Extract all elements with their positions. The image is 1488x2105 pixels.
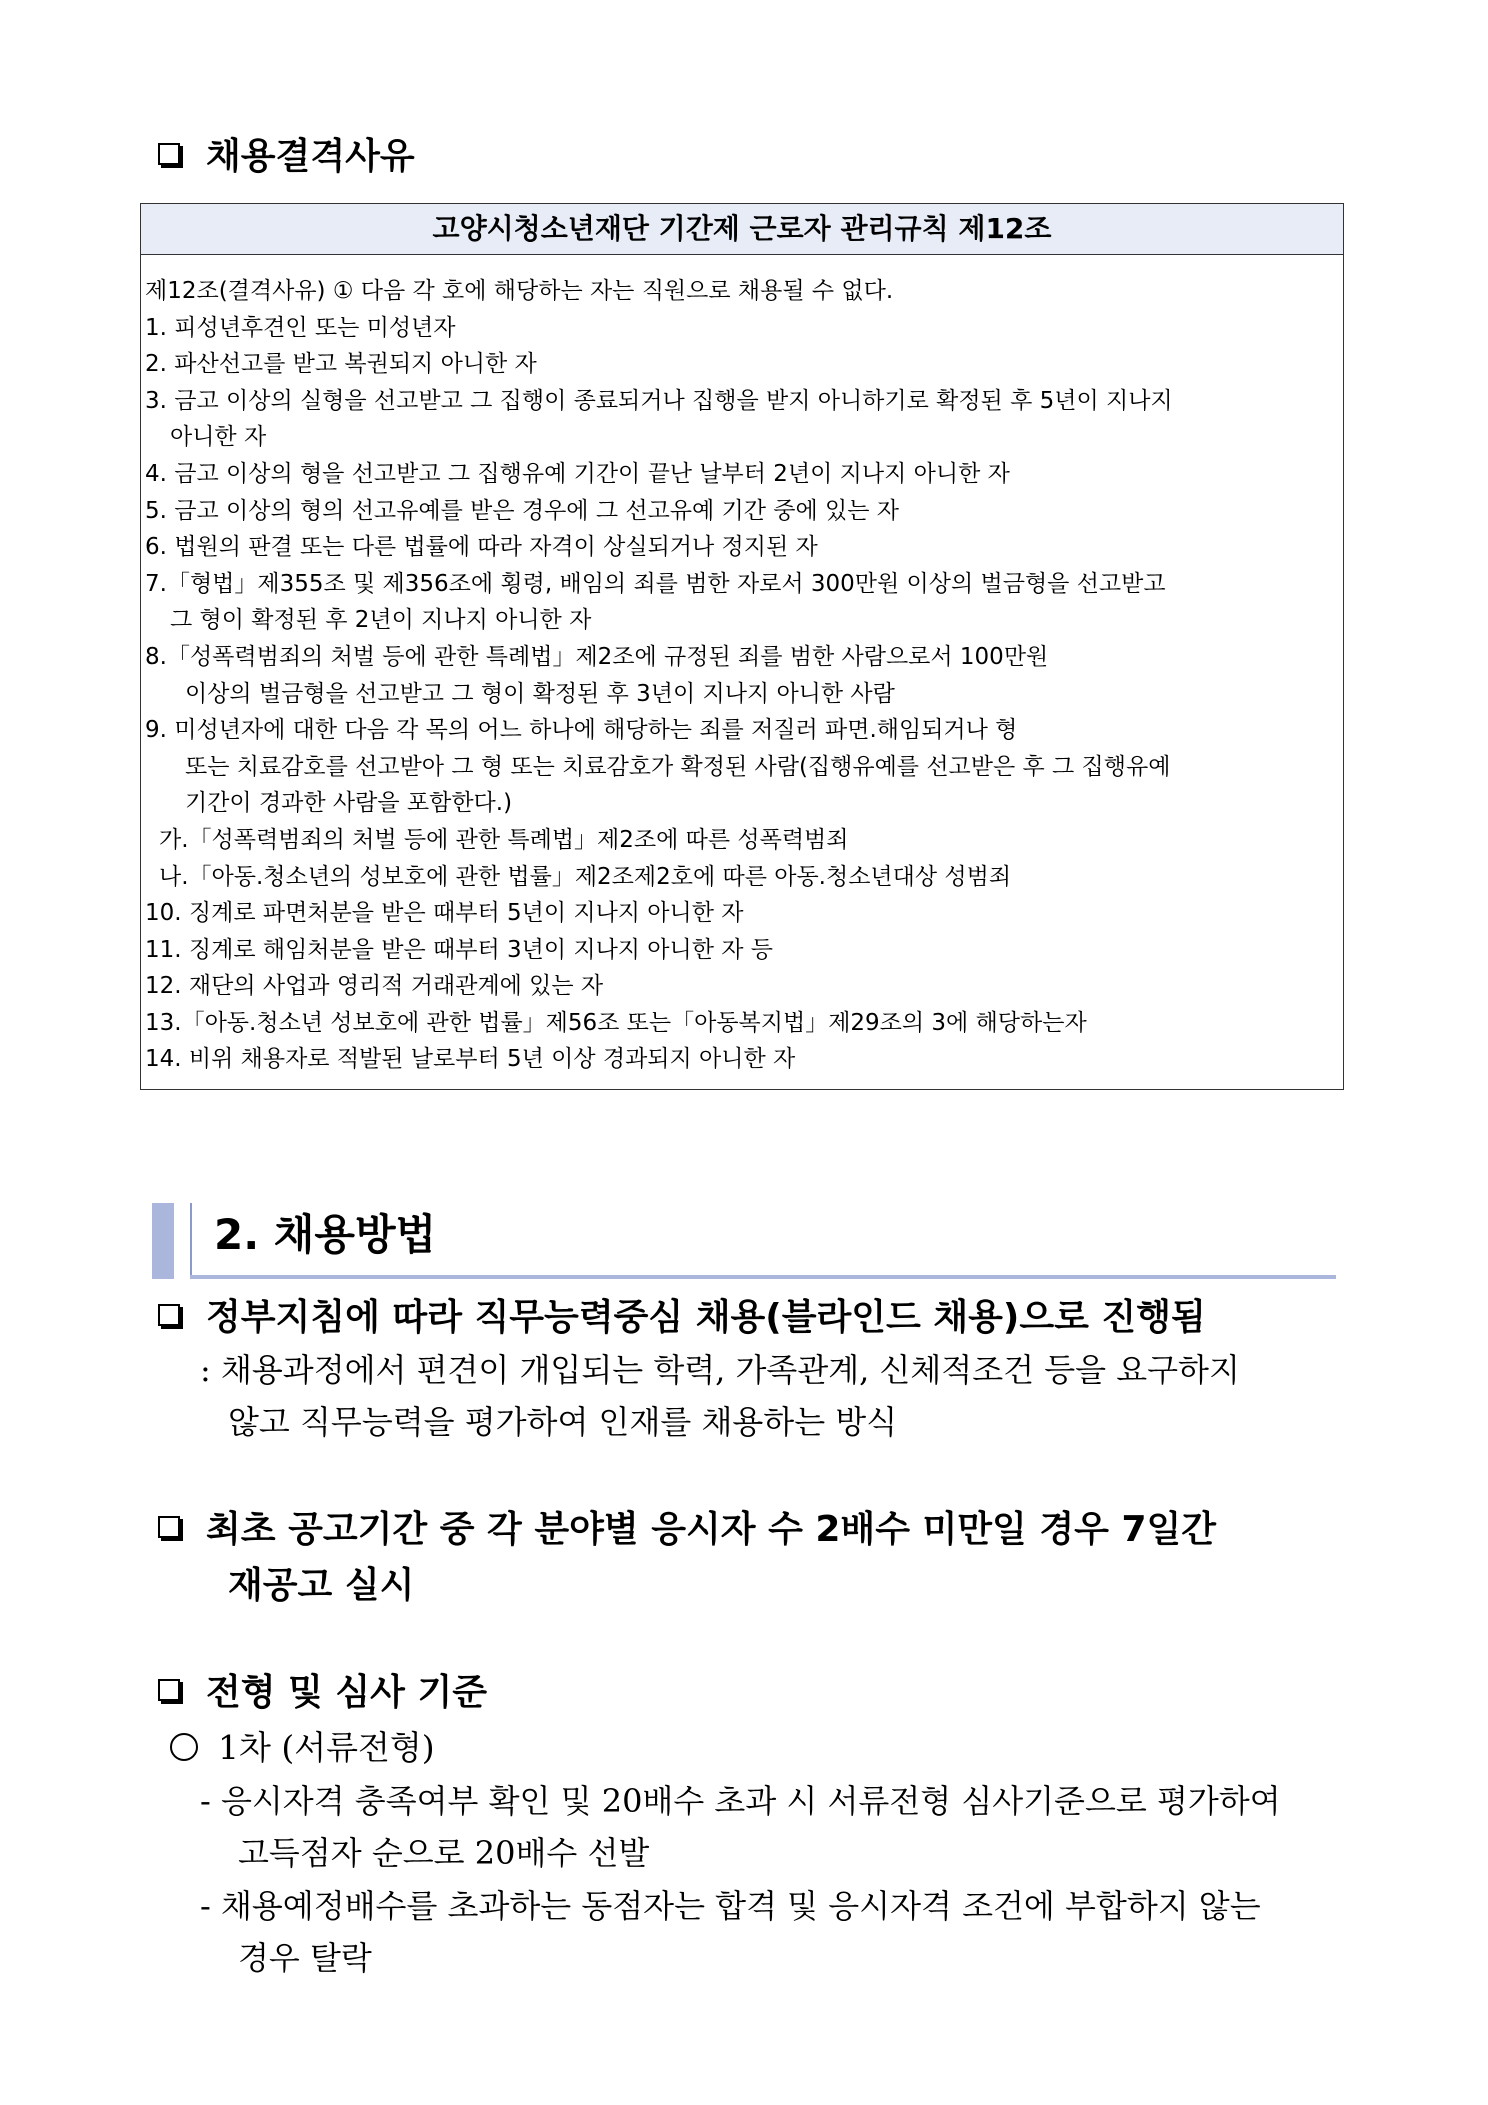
regulation-line: 나.「아동.청소년의 성보호에 관한 법률」제2조제2호에 따른 아동.청소년대상 성범죄 — [159, 863, 1012, 890]
regulation-line: 10. 징계로 파면처분을 받은 때부터 5년이 지나지 아니한 자 — [145, 900, 744, 927]
regulation-line: 가.「성폭력범죄의 처벌 등에 관한 특례법」제2조에 따른 성폭력범죄 — [159, 826, 849, 853]
regulation-line: 또는 치료감호를 선고받아 그 형 또는 치료감호가 확정된 사람(집행유예를 선고받은 후 그 집행유예 — [185, 753, 1171, 780]
repost-heading-text: 최초 공고기간 중 각 분야별 응시자 수 2배수 미만일 경우 7일간 — [206, 1509, 1217, 1550]
regulation-line: 기간이 경과한 사람을 포함한다.) — [185, 790, 513, 817]
disqualification-heading-text: 채용결격사유 — [206, 136, 415, 177]
regulation-box-body — [141, 255, 1343, 1078]
criteria-heading-text: 전형 및 심사 기준 — [206, 1672, 488, 1713]
regulation-line: 7.「형법」제355조 및 제356조에 횡령, 배임의 죄를 범한 자로서 300만원 이상의 벌금형을 선고받고 — [145, 570, 1166, 597]
regulation-box-title: 고양시청소년재단 기간제 근로자 관리규칙 제12조 — [141, 204, 1343, 255]
regulation-line: 14. 비위 채용자로 적발된 날로부터 5년 이상 경과되지 아니한 자 — [145, 1046, 796, 1073]
blind-hiring-heading — [158, 1290, 1206, 1346]
blind-hiring-desc-2: 않고 직무능력을 평가하여 인재를 채용하는 방식 — [228, 1403, 898, 1441]
section-accent-bar — [152, 1203, 174, 1279]
regulation-line: 이상의 벌금형을 선고받고 그 형이 확정된 후 3년이 지나지 아니한 사람 — [185, 680, 895, 707]
square-bullet-icon — [158, 143, 180, 165]
square-bullet-icon — [158, 1679, 180, 1701]
circle-bullet-icon — [170, 1733, 198, 1761]
criteria-heading — [158, 1665, 487, 1721]
stage-1-bullet-1: - 응시자격 충족여부 확인 및 20배수 초과 시 서류전형 심사기준으로 평가하여 — [200, 1782, 1281, 1820]
regulation-line: 4. 금고 이상의 형을 선고받고 그 집행유예 기간이 끝난 날부터 2년이 지나지 아니한 자 — [145, 460, 1010, 487]
stage-1-bullet-2-cont: 경우 탈락 — [238, 1939, 372, 1977]
regulation-line: 12. 재단의 사업과 영리적 거래관계에 있는 자 — [145, 973, 604, 1000]
section-divider-vertical — [190, 1203, 192, 1279]
repost-heading-text-cont: 재공고 실시 — [228, 1565, 415, 1606]
stage-1-bullet-1-cont: 고득점자 순으로 20배수 선발 — [238, 1834, 650, 1872]
regulation-line: 3. 금고 이상의 실형을 선고받고 그 집행이 종료되거나 집행을 받지 아니하기로 확정된 후 5년이 지나지 — [145, 387, 1173, 414]
section-2-header — [152, 1203, 1336, 1279]
regulation-box — [140, 203, 1344, 1090]
regulation-line: 그 형이 확정된 후 2년이 지나지 아니한 자 — [170, 607, 592, 634]
stage-1-item — [170, 1722, 435, 1774]
stage-1-bullet-2: - 채용예정배수를 초과하는 동점자는 합격 및 응시자격 조건에 부합하지 않는 — [200, 1887, 1261, 1925]
square-bullet-icon — [158, 1304, 180, 1326]
blind-hiring-desc-1: : 채용과정에서 편견이 개입되는 학력, 가족관계, 신체적조건 등을 요구하지 — [200, 1351, 1240, 1389]
regulation-line: 제12조(결격사유) ① 다음 각 호에 해당하는 자는 직원으로 채용될 수 없다. — [145, 278, 894, 304]
regulation-line: 1. 피성년후견인 또는 미성년자 — [145, 314, 456, 341]
repost-heading — [158, 1502, 1216, 1614]
regulation-line: 9. 미성년자에 대한 다음 각 목의 어느 하나에 해당하는 죄를 저질러 파면.해임되거나 형 — [145, 717, 1018, 744]
section-2-title: 2. 채용방법 — [214, 1210, 437, 1259]
regulation-line: 2. 파산선고를 받고 복권되지 아니한 자 — [145, 351, 537, 378]
regulation-line: 13.「아동.청소년 성보호에 관한 법률」제56조 또는「아동복지법」제29조의 3에 해당하는자 — [145, 1009, 1087, 1036]
regulation-line: 11. 징계로 해임처분을 받은 때부터 3년이 지나지 아니한 자 등 — [145, 936, 774, 963]
blind-hiring-heading-text: 정부지침에 따라 직무능력중심 채용(블라인드 채용)으로 진행됨 — [206, 1297, 1206, 1338]
stage-1-label: 1차 (서류전형) — [218, 1728, 435, 1767]
regulation-line: 5. 금고 이상의 형의 선고유예를 받은 경우에 그 선고유예 기간 중에 있는 자 — [145, 497, 899, 524]
regulation-line: 아니한 자 — [170, 424, 267, 451]
regulation-line: 6. 법원의 판결 또는 다른 법률에 따라 자격이 상실되거나 정지된 자 — [145, 534, 818, 561]
section-underline — [190, 1275, 1336, 1279]
regulation-line: 8.「성폭력범죄의 처벌 등에 관한 특례법」제2조에 규정된 죄를 범한 사람으로서 100만원 — [145, 643, 1049, 670]
square-bullet-icon — [158, 1516, 180, 1538]
disqualification-heading — [158, 129, 415, 185]
